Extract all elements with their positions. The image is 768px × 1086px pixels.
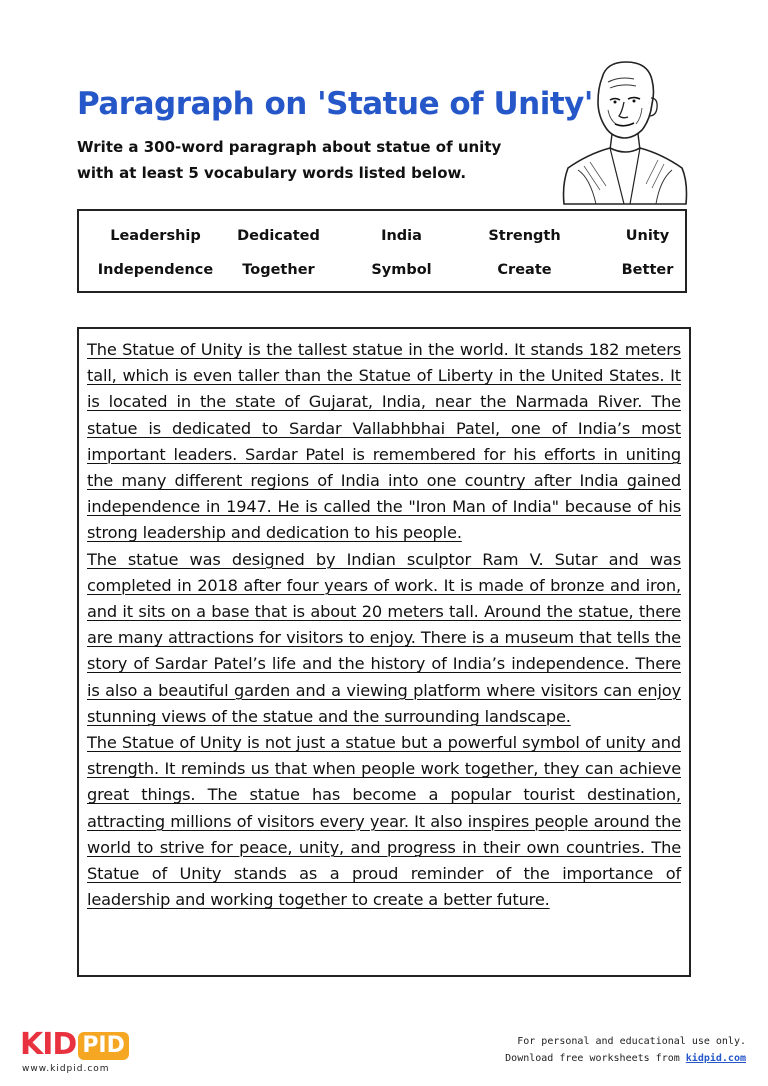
vocab-word: Dedicated: [237, 228, 320, 244]
footer-note: [505, 1033, 746, 1067]
vocabulary-grid: [94, 225, 709, 281]
vocab-word: Together: [242, 262, 315, 278]
vocab-word: Create: [497, 262, 552, 278]
vocab-word: Unity: [625, 228, 670, 244]
vocabulary-box: [77, 209, 687, 293]
vocab-word: Strength: [488, 228, 561, 244]
footer-line-2-prefix: Download free worksheets from: [505, 1053, 686, 1064]
paragraph-box: [77, 327, 691, 977]
portrait-illustration: [560, 58, 690, 206]
vocab-word: Leadership: [110, 228, 201, 244]
kidpid-logo[interactable]: [20, 1027, 125, 1080]
footer-line-2: [505, 1050, 746, 1067]
paragraph-3: The Statue of Unity is not just a statue but a powerful symbol of unity and strength. It reminds us that when people work together, they can achieve great things. The statue has become a popular tourist destination, attracting millions of visitors every year. It also inspires people around the world to strive for peace, unity, and progress in their own countries. The Statue of Unity stands as a proud reminder of the importance of leadership and working together to create a better future.: [87, 733, 681, 910]
logo-pid-text: PID: [78, 1032, 129, 1060]
page-title: Paragraph on 'Statue of Unity': [77, 86, 593, 122]
vocab-word: Better: [621, 262, 674, 278]
instructions: Write a 300-word paragraph about statue of unity with at least 5 vocabulary words listed below.: [77, 138, 502, 182]
logo-kid-text: KID: [20, 1027, 77, 1062]
footer-link[interactable]: kidpid.com: [685, 1053, 746, 1064]
vocab-word: Symbol: [371, 262, 432, 278]
vocab-word: Independence: [97, 262, 214, 278]
paragraph-2: The statue was designed by Indian sculptor Ram V. Sutar and was completed in 2018 after four years of work. It is made of bronze and iron, and it sits on a base that is about 20 meters tall. Around the statue, there are many attractions for visitors to enjoy. There is a museum that tells the story of Sardar Patel’s life and the history of India’s independence. There is also a beautiful garden and a viewing platform where visitors can enjoy stunning views of the statue and the surrounding landscape.: [87, 549, 681, 726]
paragraph-text: [87, 337, 681, 913]
vocab-word: India: [381, 228, 422, 244]
footer-line-1: For personal and educational use only.: [517, 1036, 746, 1047]
logo-url: www.kidpid.com: [22, 1064, 110, 1074]
paragraph-1: The Statue of Unity is the tallest statue in the world. It stands 182 meters tall, which is even taller than the Statue of Liberty in the United States. It is located in the state of Gujarat, India, near the Narmada River. The statue is dedicated to Sardar Vallabhbhai Patel, one of India’s most important leaders. Sardar Patel is remembered for his efforts in uniting the many different regions of India into one country after India gained independence in 1947. He is called the "Iron Man of India" because of his strong leadership and dedication to his people.: [87, 340, 681, 543]
